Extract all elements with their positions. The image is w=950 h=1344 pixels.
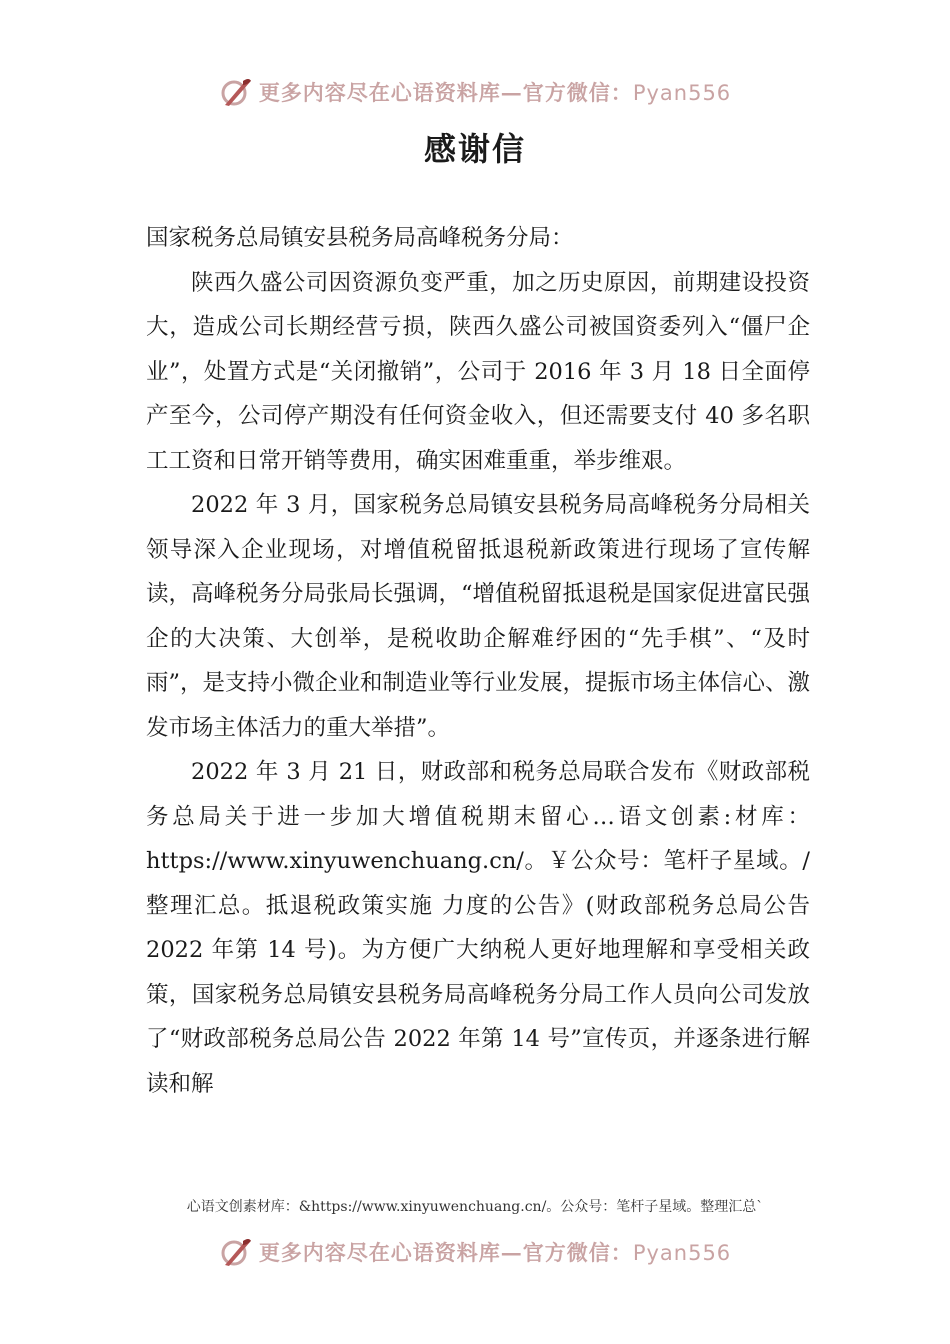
page-title: 感谢信 <box>423 130 526 168</box>
paragraph-2: 2022 年 3 月，国家税务总局镇安县税务局高峰税务分局相关领导深入企业现场，对增值税留抵退税新政策进行现场了宣传解读，高峰税务分局张局长强调，“增值税留抵退税是国家促进富民强企的大决策、大创举，是税收助企解难纾困的“先手棋”、“及时雨”，是支持小微企业和制造业等行业发展，提振市场主体信心、激发市场主体活力的重大举措”。 <box>146 492 811 741</box>
salutation: 国家税务总局镇安县税务局高峰税务分局： <box>146 225 574 251</box>
paragraph-3: 2022 年 3 月 21 日，财政部和税务总局联合发布《财政部税务总局关于进一步加大增值税期末留心…语文创素:材库：https://www.xinyuwenchuang.cn/。￥公众号：笔杆子星域。/整理汇总。抵退税政策实施 力度的公告》(财政部税务总局公告 2022 年第 14 号)。为方便广大纳税人更好地理解和享受相关政策，国家税务总局镇安县税务局高峰税务分局工作人员向公司发放了“财政部税务总局公告 2022 年第 14 号”宣传页，并逐条进行解读和解 <box>146 759 810 1097</box>
bottom-watermark-banner <box>0 1230 950 1274</box>
quill-pen-logo-icon <box>219 75 253 109</box>
top-watermark-banner <box>0 70 950 114</box>
paragraph-1: 陕西久盛公司因资源负变严重，加之历史原因，前期建设投资大，造成公司长期经营亏损，陕西久盛公司被国资委列入“僵尸企业”，处置方式是“关闭撤销”，公司于 2016 年 3 月 18 日全面停产至今，公司停产期没有任何资金收入，但还需要支付 40 多名职工工资和日常开销等费用，确实困难重重，举步维艰。 <box>146 269 810 474</box>
quill-pen-logo-icon <box>219 1235 253 1269</box>
letter-body <box>146 216 810 1106</box>
banner-text: 更多内容尽在心语资料库—官方微信：Pyan556 <box>258 80 732 105</box>
banner-wechat-id: Pyan556 <box>632 1241 732 1265</box>
banner-wechat-id: Pyan556 <box>632 81 732 105</box>
banner-text: 更多内容尽在心语资料库—官方微信：Pyan556 <box>258 1240 732 1265</box>
footer-source-note: 心语文创素材库：&https://www.xinyuwenchuang.cn/。公众号：笔杆子星域。整理汇总` <box>186 1199 764 1215</box>
